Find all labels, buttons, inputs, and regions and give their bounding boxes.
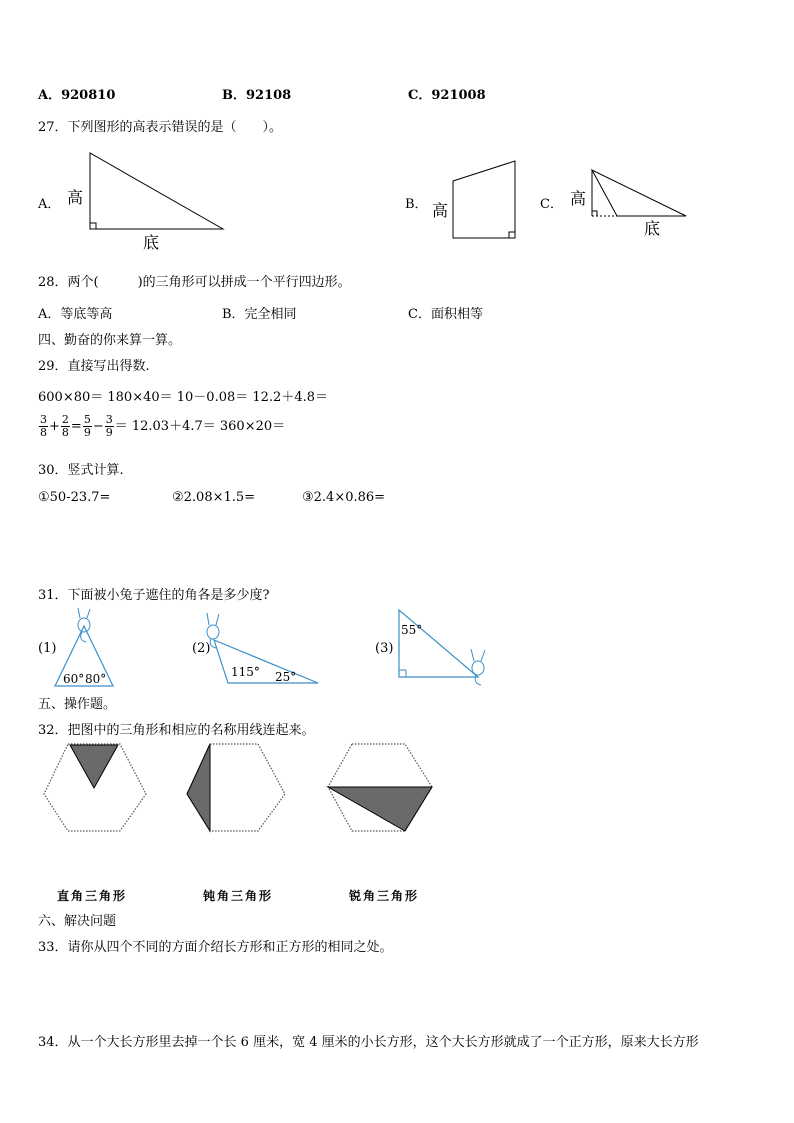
q33-stem: 33．请你从四个不同的方面介绍长方形和正方形的相同之处。 bbox=[38, 940, 393, 955]
q27-b-height-word: 高 bbox=[432, 201, 449, 220]
q31-triangle-3 bbox=[399, 610, 485, 685]
q30-item-3: ③2.4×0.86= bbox=[302, 490, 386, 505]
q28-stem: 28．两个( )的三角形可以拼成一个平行四边形。 bbox=[38, 275, 351, 290]
q30-item-1: ①50-23.7= bbox=[38, 490, 111, 505]
section-4-heading: 四、勤奋的你来算一算。 bbox=[38, 333, 182, 348]
q31-triangle-2 bbox=[207, 613, 318, 684]
q27-stem: 27．下列图形的高表示错误的是（ ）。 bbox=[38, 120, 283, 135]
q27-figure-b bbox=[432, 161, 515, 238]
q32-figures bbox=[0, 735, 794, 840]
q28-option-a: A．等底等高 bbox=[38, 307, 113, 322]
q30-item-2: ②2.08×1.5= bbox=[172, 490, 256, 505]
q32-name-right-triangle: 直角三角形 bbox=[57, 889, 128, 903]
q27-a-base-word: 底 bbox=[143, 233, 160, 252]
q30-stem: 30．竖式计算. bbox=[38, 463, 124, 478]
q29-row2: $\frac{3}{8}$ + $\frac{2}{8}$ = $\frac{5}{9}$ − $\frac{3}{9}$ ＝ 12.03＋4.7＝ 360×20＝ bbox=[40, 413, 286, 439]
section-6-heading: 六、解决问题 bbox=[38, 914, 117, 929]
q28-option-c: C．面积相等 bbox=[408, 307, 483, 322]
q31-triangle-1 bbox=[55, 608, 113, 686]
q31-figures bbox=[0, 600, 794, 695]
svg-text:55°: 55° bbox=[401, 623, 423, 637]
q28-option-b: B．完全相同 bbox=[222, 307, 297, 322]
q32-hexagon-2 bbox=[187, 744, 285, 831]
fraction-3-8: $\frac{3}{8}$ bbox=[40, 413, 47, 439]
q27-figure-c bbox=[570, 170, 686, 238]
q32-name-acute-triangle: 锐角三角形 bbox=[349, 889, 420, 903]
q31-label-2: (2) bbox=[192, 641, 211, 656]
q27-figure-a bbox=[67, 153, 223, 252]
rabbit-icon bbox=[471, 649, 485, 685]
q34-stem: 34．从一个大长方形里去掉一个长 6 厘米，宽 4 厘米的小长方形，这个大长方形就成了一个正方形，原来大长方形 bbox=[38, 1035, 699, 1050]
fraction-5-9: $\frac{5}{9}$ bbox=[83, 413, 91, 439]
q27-c-base-word: 底 bbox=[644, 219, 661, 238]
q26-option-a: A．920810 bbox=[38, 88, 116, 103]
svg-text:115°: 115° bbox=[231, 665, 260, 679]
q26-option-b: B．92108 bbox=[222, 88, 292, 103]
fraction-3-9: $\frac{3}{9}$ bbox=[105, 413, 113, 439]
svg-text:80°: 80° bbox=[85, 672, 107, 686]
q27-figures bbox=[0, 0, 794, 260]
q31-label-3: (3) bbox=[375, 641, 394, 656]
q31-label-1: (1) bbox=[38, 641, 57, 656]
q27-option-b-label: B． bbox=[405, 197, 428, 212]
q29-row1: 600×80＝ 180×40＝ 10－0.08＝ 12.2＋4.8＝ bbox=[38, 390, 328, 405]
fraction-2-8: $\frac{2}{8}$ bbox=[61, 413, 69, 439]
q32-stem: 32．把图中的三角形和相应的名称用线连起来。 bbox=[38, 723, 315, 738]
q27-c-height-word: 高 bbox=[570, 189, 587, 208]
svg-text:60°: 60° bbox=[63, 672, 85, 686]
q27-a-height-word: 高 bbox=[67, 188, 84, 207]
q29-stem: 29．直接写出得数. bbox=[38, 359, 150, 374]
rabbit-icon bbox=[207, 613, 219, 648]
q31-stem: 31．下面被小兔子遮住的角各是多少度? bbox=[38, 588, 270, 603]
q32-hexagon-1 bbox=[44, 744, 146, 831]
svg-text:25°: 25° bbox=[275, 670, 297, 684]
q26-option-c: C．921008 bbox=[408, 88, 486, 103]
q32-name-obtuse-triangle: 钝角三角形 bbox=[203, 889, 274, 903]
section-5-heading: 五、操作题。 bbox=[38, 697, 117, 712]
q27-option-c-label: C． bbox=[540, 197, 563, 212]
q27-option-a-label: A． bbox=[38, 197, 61, 212]
q32-hexagon-3 bbox=[328, 744, 432, 831]
